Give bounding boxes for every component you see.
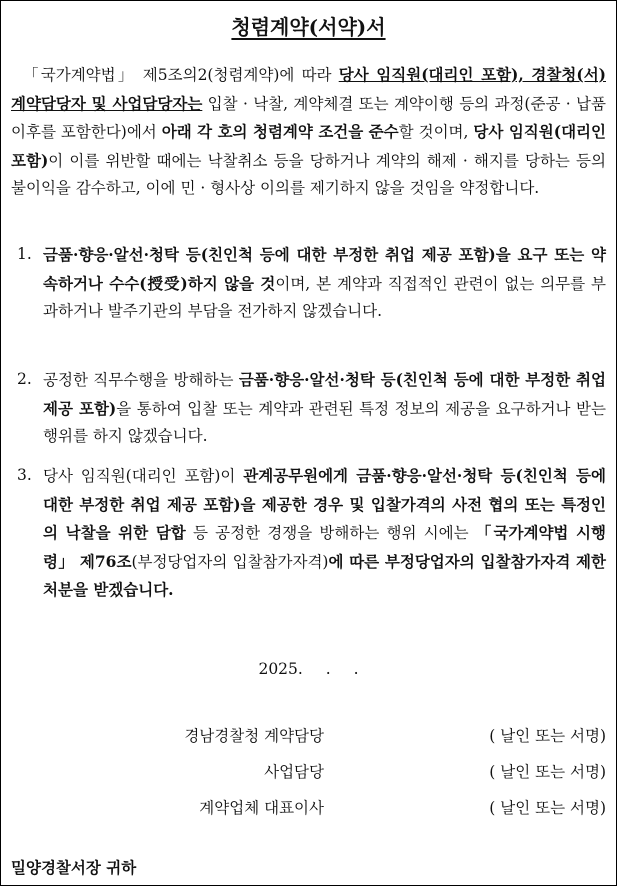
signature-stamp-field[interactable]: ( 날인 또는 서명) xyxy=(489,763,606,781)
clause-2-part-3: 을 통하여 입찰 또는 계약과 관련된 특정 정보의 제공을 요구하거나 받는 행위를 하지 않겠습니다. xyxy=(43,399,606,445)
clause-1 xyxy=(17,241,606,326)
signature-role: 계약업체 대표이사 xyxy=(199,799,324,817)
intro-part-5: 할 것이며, xyxy=(398,123,474,141)
clause-2-part-2: 금품·향응·알선·청탁 등(친인척 등에 대한 부정한 취업 제공 포함) xyxy=(43,370,606,418)
intro-part-3: 입찰 · 낙찰, 계약체결 또는 계약이행 등의 과정(준공 · 납품 이후를 포함한다)에서 xyxy=(11,94,606,141)
clause-number: 2. xyxy=(17,370,32,388)
intro-part-2: 당사 임직원(대리인 포함), 경찰청(서) 계약담당자 및 사업담당자는 xyxy=(11,65,606,113)
intro-part-6: 당사 임직원(대리인 포함) xyxy=(11,122,606,170)
signature-stamp-field[interactable]: ( 날인 또는 서명) xyxy=(489,727,606,745)
intro-part-4: 아래 각 호의 청렴계약 조건을 준수 xyxy=(161,122,399,141)
recipient: 밀양경찰서장 귀하 xyxy=(11,858,137,877)
signature-stamp-field[interactable]: ( 날인 또는 서명) xyxy=(489,799,606,817)
clause-3-part-3: 등 공정한 경쟁을 방해하는 행위 시에는 xyxy=(185,524,476,542)
clause-3 xyxy=(17,462,606,605)
clause-3-part-4: 「국가계약법 시행령」 제76조 xyxy=(43,523,606,571)
clause-number: 3. xyxy=(17,466,32,484)
intro-part-7: 이 이를 위반할 때에는 낙찰취소 등을 당하거나 계약의 해제 · 해지를 당하는 등의 불이익을 감수하고, 이에 민 · 형사상 이의를 제기하지 않을 것임을 약정합니다. xyxy=(11,151,606,197)
clause-1-part-2: 이며, 본 계약과 직접적인 관련이 없는 의무를 부과하거나 발주기관의 부담을 전가하지 않겠습니다. xyxy=(43,274,606,320)
signature-role: 경남경찰청 계약담당 xyxy=(184,727,324,745)
clause-number: 1. xyxy=(17,245,32,263)
clause-3-part-6: 에 따른 부정당업자의 입찰참가자격 제한 처분을 받겠습니다. xyxy=(43,551,606,599)
clause-2 xyxy=(17,366,606,451)
clause-3-part-1: 당사 임직원(대리인 포함)이 xyxy=(43,467,244,485)
clause-3-part-2: 관계공무원에게 금품·향응·알선·청탁 등(친인척 등에 대한 부정한 취업 제공 포함)을 제공한 경우 및 입찰가격의 사전 협의 또는 특정인의 낙찰을 위한 담합 xyxy=(43,466,606,542)
document-date: 2025. . . xyxy=(258,660,359,678)
clause-1-part-1: 금품·향응·알선·청탁 등(친인척 등에 대한 부정한 취업 제공 포함)을 요구 또는 약속하거나 수수(授受)하지 않을 것 xyxy=(43,245,606,293)
intro-paragraph xyxy=(11,61,606,203)
intro-part-1: 「국가계약법」 제5조의2(청렴계약)에 따라 xyxy=(23,66,339,84)
clause-2-part-1: 공정한 직무수행을 방해하는 xyxy=(43,371,239,389)
document-title: 청렴계약(서약)서 xyxy=(231,15,386,39)
clause-3-part-5: (부정당업자의 입찰참가자격) xyxy=(131,552,329,571)
signature-role: 사업담당 xyxy=(264,763,324,781)
